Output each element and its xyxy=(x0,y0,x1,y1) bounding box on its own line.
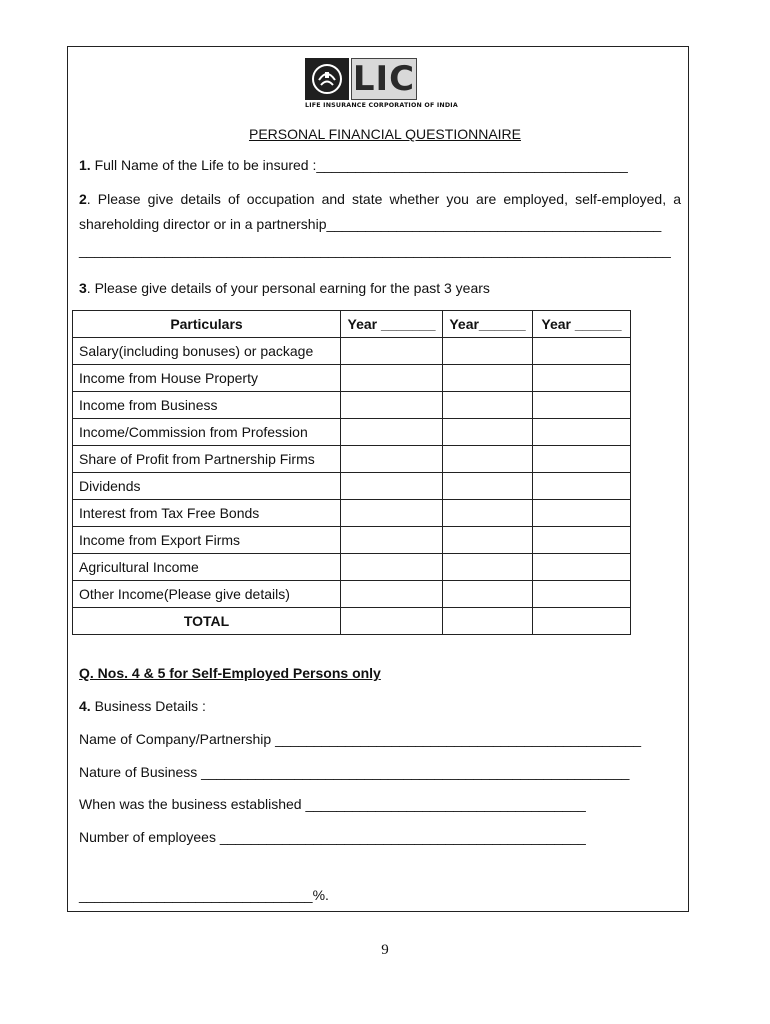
percent-field[interactable]: ______________________________%. xyxy=(79,887,329,903)
business-established-field[interactable]: When was the business established ____________________________________ xyxy=(79,796,586,812)
table-row xyxy=(73,527,631,554)
row-label: Interest from Tax Free Bonds xyxy=(73,500,341,527)
year-3-cell[interactable] xyxy=(533,365,631,392)
table-row xyxy=(73,338,631,365)
year-3-cell[interactable] xyxy=(533,554,631,581)
year-3-cell[interactable] xyxy=(533,392,631,419)
year-1-cell[interactable] xyxy=(341,581,443,608)
question-3-number: 3 xyxy=(79,280,87,296)
question-3-text: . Please give details of your personal earning for the past 3 years xyxy=(86,280,490,296)
nature-of-business-field[interactable]: Nature of Business _______________________________________________________ xyxy=(79,764,630,780)
row-label: Income from Business xyxy=(73,392,341,419)
row-label: Share of Profit from Partnership Firms xyxy=(73,446,341,473)
table-row xyxy=(73,446,631,473)
row-label: Agricultural Income xyxy=(73,554,341,581)
year-2-cell[interactable] xyxy=(443,581,533,608)
table-row xyxy=(73,392,631,419)
row-label: Dividends xyxy=(73,473,341,500)
table-row xyxy=(73,554,631,581)
year-2-cell[interactable] xyxy=(443,473,533,500)
table-header-row xyxy=(73,311,631,338)
year-1-cell[interactable] xyxy=(341,365,443,392)
question-4-number: 4. xyxy=(79,698,91,714)
question-2-line-3: ____________________________________________________________________________ xyxy=(79,242,671,258)
row-label: Income from Export Firms xyxy=(73,527,341,554)
table-row xyxy=(73,581,631,608)
row-label: Income from House Property xyxy=(73,365,341,392)
earnings-table xyxy=(72,310,631,635)
year-3-cell[interactable] xyxy=(533,338,631,365)
row-label: Other Income(Please give details) xyxy=(73,581,341,608)
year-1-cell[interactable] xyxy=(341,446,443,473)
year-3-cell[interactable] xyxy=(533,446,631,473)
total-label: TOTAL xyxy=(73,608,341,635)
year-3-cell[interactable] xyxy=(533,581,631,608)
year-1-cell[interactable] xyxy=(341,500,443,527)
table-row xyxy=(73,500,631,527)
year-3-cell[interactable] xyxy=(533,500,631,527)
total-row xyxy=(73,608,631,635)
year-1-cell[interactable] xyxy=(341,338,443,365)
logo-text: LIC xyxy=(352,59,416,99)
question-3 xyxy=(79,280,490,296)
logo-subtitle: LIFE INSURANCE CORPORATION OF INDIA xyxy=(305,102,458,109)
question-2-text: . Please give details of occupation and state whether you are employed, self-employed, a xyxy=(86,191,681,207)
question-2-line-1 xyxy=(79,191,681,207)
total-year-2-cell[interactable] xyxy=(443,608,533,635)
self-employed-note: Q. Nos. 4 & 5 for Self-Employed Persons only xyxy=(79,665,381,681)
year-2-cell[interactable] xyxy=(443,365,533,392)
year-2-cell[interactable] xyxy=(443,527,533,554)
table-row xyxy=(73,419,631,446)
year-1-cell[interactable] xyxy=(341,473,443,500)
question-4-text: Business Details : xyxy=(90,698,206,714)
question-1 xyxy=(79,157,628,173)
header-year-2: Year______ xyxy=(443,311,533,338)
year-3-cell[interactable] xyxy=(533,419,631,446)
year-2-cell[interactable] xyxy=(443,500,533,527)
year-1-cell[interactable] xyxy=(341,527,443,554)
total-year-1-cell[interactable] xyxy=(341,608,443,635)
row-label: Income/Commission from Profession xyxy=(73,419,341,446)
question-2-number: 2 xyxy=(79,191,87,207)
table-row xyxy=(73,365,631,392)
question-1-text: Full Name of the Life to be insured :________________________________________ xyxy=(90,157,628,173)
year-2-cell[interactable] xyxy=(443,338,533,365)
question-1-number: 1. xyxy=(79,157,91,173)
header-year-3: Year ______ xyxy=(533,311,631,338)
question-4 xyxy=(79,698,206,714)
table-row xyxy=(73,473,631,500)
number-of-employees-field[interactable]: Number of employees _______________________________________________ xyxy=(79,829,586,845)
page-title: PERSONAL FINANCIAL QUESTIONNAIRE xyxy=(248,126,521,142)
year-2-cell[interactable] xyxy=(443,554,533,581)
header-particulars: Particulars xyxy=(73,311,341,338)
year-1-cell[interactable] xyxy=(341,554,443,581)
header-year-1: Year _______ xyxy=(341,311,443,338)
year-3-cell[interactable] xyxy=(533,473,631,500)
row-label: Salary(including bonuses) or package xyxy=(73,338,341,365)
total-year-3-cell[interactable] xyxy=(533,608,631,635)
year-3-cell[interactable] xyxy=(533,527,631,554)
lic-logo xyxy=(305,58,458,114)
company-name-field[interactable]: Name of Company/Partnership _______________________________________________ xyxy=(79,731,642,747)
year-1-cell[interactable] xyxy=(341,392,443,419)
question-2-line-2: shareholding director or in a partnership___________________________________________ xyxy=(79,216,662,232)
lic-emblem-icon xyxy=(305,58,349,100)
year-2-cell[interactable] xyxy=(443,419,533,446)
year-2-cell[interactable] xyxy=(443,392,533,419)
year-1-cell[interactable] xyxy=(341,419,443,446)
year-2-cell[interactable] xyxy=(443,446,533,473)
page-number: 9 xyxy=(381,942,389,958)
